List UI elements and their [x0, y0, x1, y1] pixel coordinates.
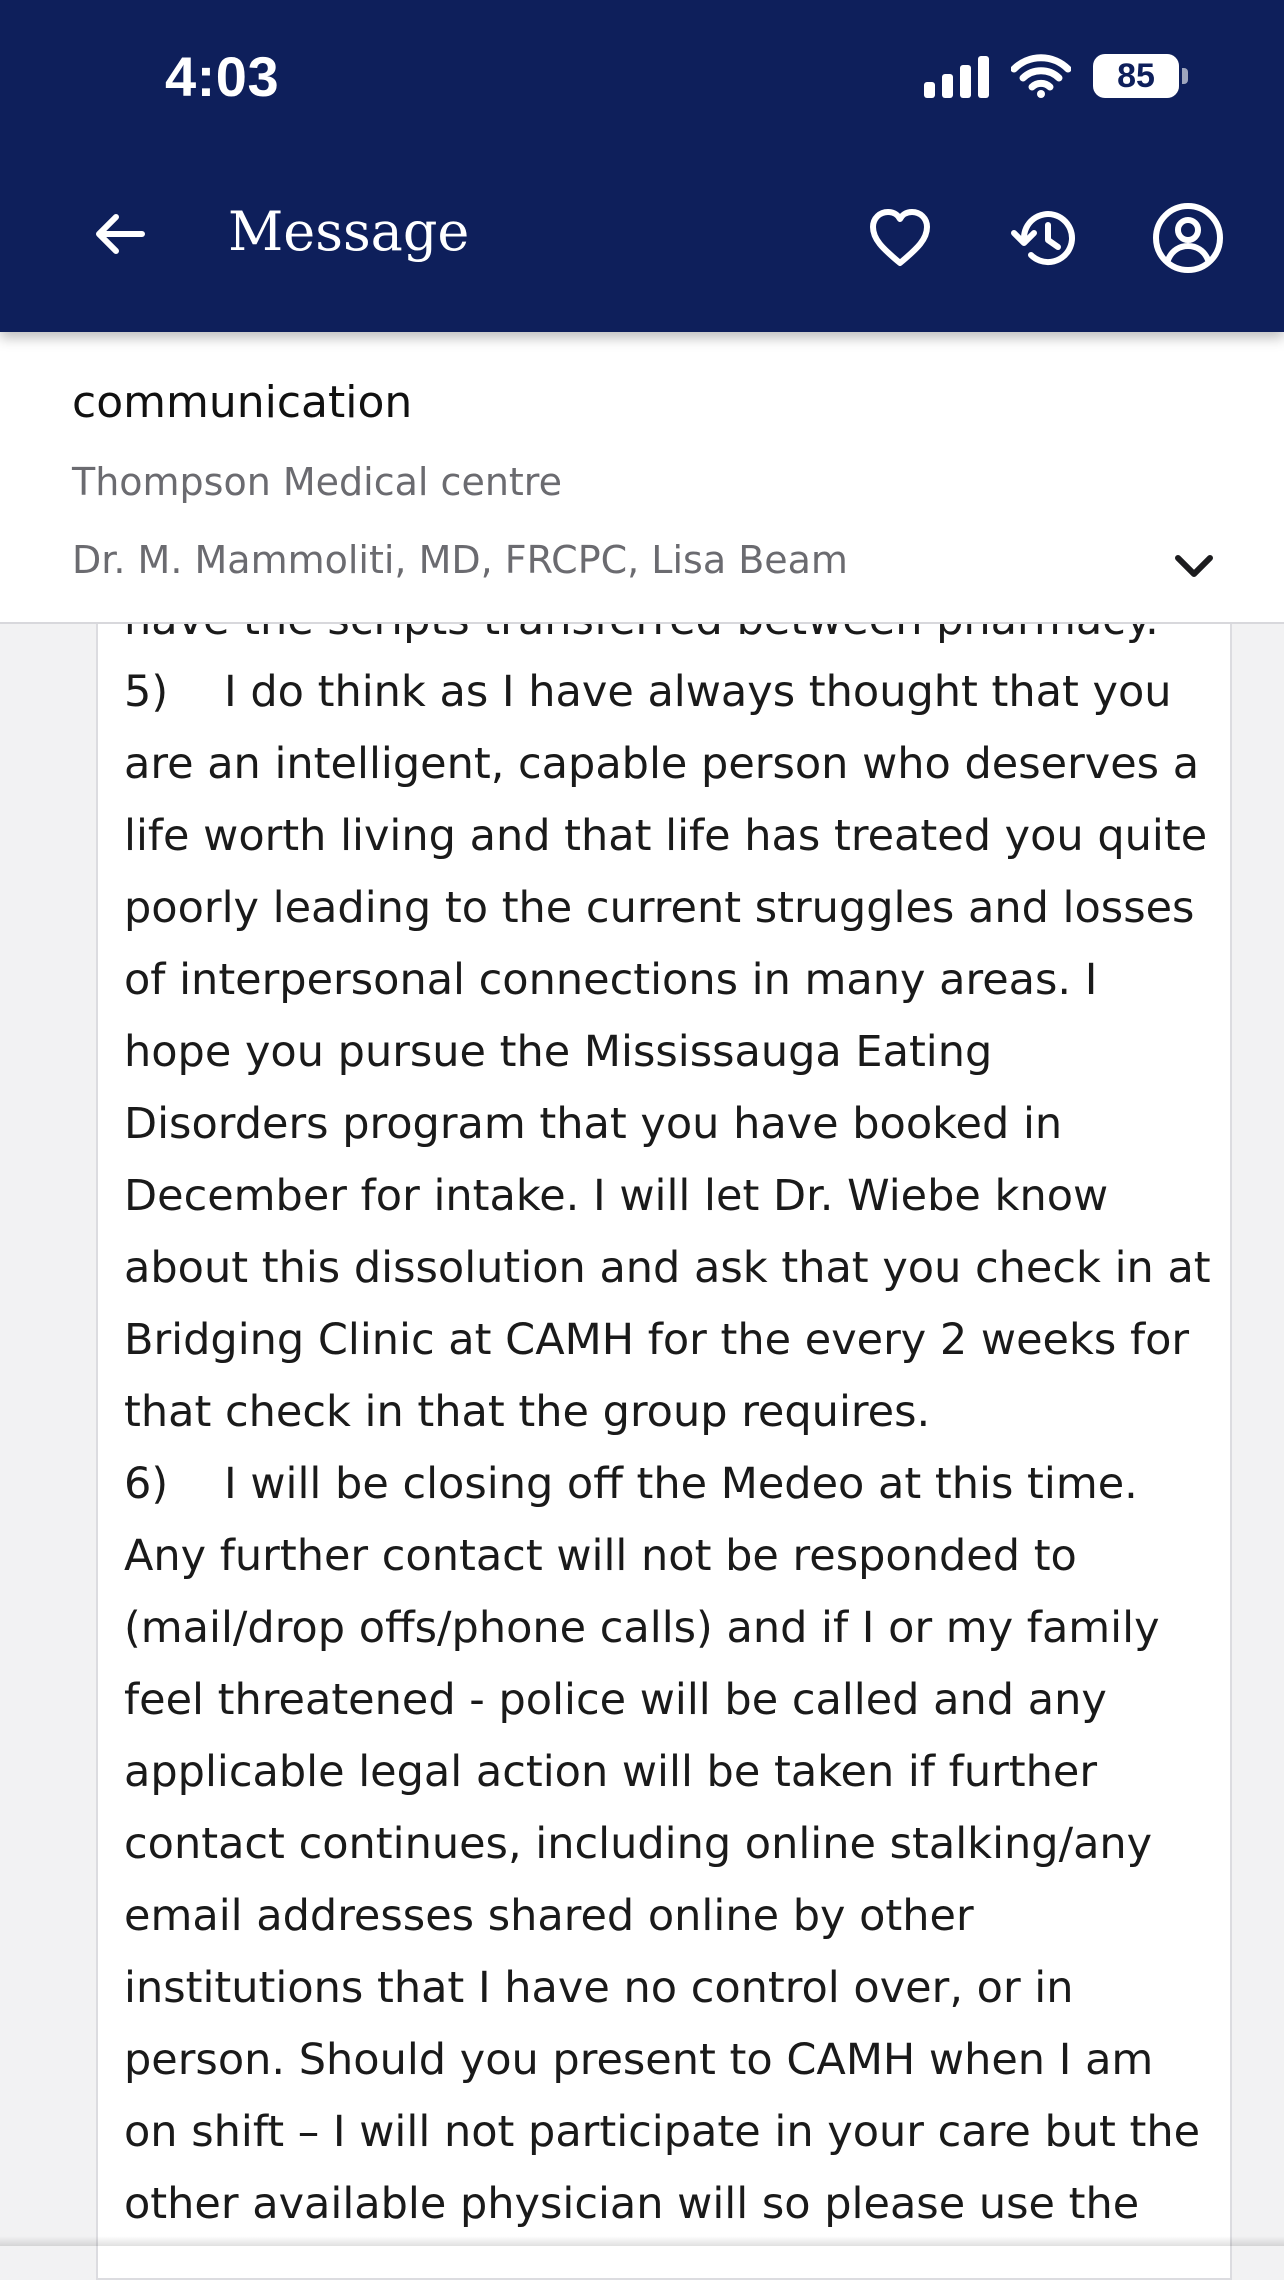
list-item-number: 6) — [124, 1459, 169, 1509]
message-line: Disorders program that you have booked in — [124, 1099, 1063, 1149]
history-button[interactable] — [1004, 198, 1084, 278]
status-indicators — [924, 52, 1188, 100]
favorite-button[interactable] — [860, 198, 940, 278]
message-line: I do think as I have always thought that you — [224, 667, 1172, 717]
message-line: are an intelligent, capable person who deserves a — [124, 739, 1200, 789]
navigation-row — [0, 190, 1284, 274]
message-recipients: Dr. M. Mammoliti, MD, FRCPC, Lisa Beam — [72, 538, 848, 582]
message-subject: communication — [72, 377, 413, 428]
message-body-card — [96, 560, 1232, 2280]
message-line: poorly leading to the current struggles and losses — [124, 883, 1195, 933]
battery-icon — [1093, 54, 1188, 98]
message-line: I will be closing off the Medeo at this time. — [224, 1459, 1138, 1509]
clinic-name: Thompson Medical centre — [72, 460, 562, 504]
message-line: (mail/drop offs/phone calls) and if I or my family — [124, 1603, 1160, 1653]
back-button[interactable] — [88, 206, 152, 262]
page-title: Message — [228, 200, 470, 263]
chevron-down-icon — [1174, 553, 1214, 579]
message-line: applicable legal action will be taken if further — [124, 1747, 1098, 1797]
message-header — [0, 332, 1284, 624]
bottom-edge-shadow — [0, 2236, 1284, 2246]
app-bar — [0, 0, 1284, 332]
list-item-5 — [124, 656, 1224, 728]
message-line: other available physician will so please use the — [124, 2179, 1140, 2229]
message-line: hope you pursue the Mississauga Eating — [124, 1027, 993, 1077]
list-item-6 — [124, 1448, 1224, 1520]
message-line: contact continues, including online stalking/any — [124, 1819, 1153, 1869]
account-circle-icon — [1152, 202, 1224, 274]
profile-button[interactable] — [1148, 198, 1228, 278]
cellular-signal-icon — [924, 54, 989, 98]
history-icon — [1011, 207, 1077, 269]
message-body — [124, 584, 1224, 2240]
message-line: on shift – I will not participate in your care but the — [124, 2107, 1201, 2157]
message-line: December for intake. I will let Dr. Wiebe know — [124, 1171, 1109, 1221]
list-item-number: 5) — [124, 667, 169, 717]
message-line: person. Should you present to CAMH when I am — [124, 2035, 1154, 2085]
message-line: of interpersonal connections in many areas. I — [124, 955, 1098, 1005]
status-time: 4:03 — [165, 45, 280, 108]
message-line: life worth living and that life has treated you quite — [124, 811, 1208, 861]
heart-icon — [868, 208, 932, 268]
message-line: email addresses shared online by other — [124, 1891, 974, 1941]
message-line: Any further contact will not be responded to — [124, 1531, 1077, 1581]
arrow-left-icon — [94, 212, 146, 256]
battery-level: 85 — [1117, 56, 1155, 95]
wifi-icon — [1011, 54, 1071, 98]
expand-details-button[interactable] — [1164, 536, 1224, 596]
message-line: institutions that I have no control over, or in — [124, 1963, 1074, 2013]
message-line: Bridging Clinic at CAMH for the every 2 weeks for — [124, 1315, 1190, 1365]
message-line: about this dissolution and ask that you check in at — [124, 1243, 1211, 1293]
message-line: feel threatened - police will be called and any — [124, 1675, 1107, 1725]
message-line: that check in that the group requires. — [124, 1387, 931, 1437]
